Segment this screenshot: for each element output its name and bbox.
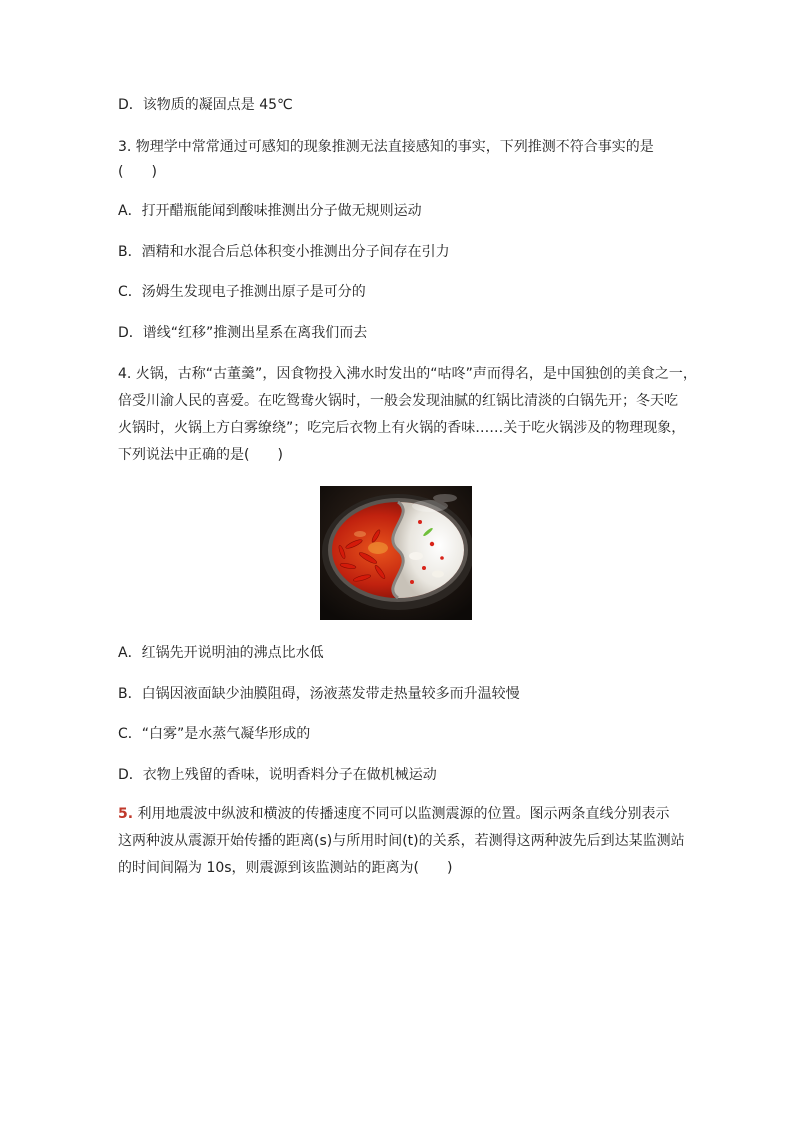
q4-stem-line-2: 倍受川渝人民的喜爱。在吃鸳鸯火锅时，一般会发现油腻的红锅比清淡的白锅先开；冬天吃 [118,393,678,409]
q3-option-c: C．汤姆生发现电子推测出原子是可分的 [118,284,366,300]
q3-stem-line-2: ( ) [118,164,157,180]
q3-option-a: A．打开醋瓶能闻到酸味推测出分子做无规则运动 [118,203,422,219]
q4-option-b: B．白锅因液面缺少油膜阻碍，汤液蒸发带走热量较多而升温较慢 [118,686,520,702]
q4-option-d: D．衣物上残留的香味，说明香料分子在做机械运动 [118,767,437,783]
q5-stem-line-1 [118,801,678,828]
q4-option-a: A．红锅先开说明油的沸点比水低 [118,645,324,661]
q5-number: 5. [118,806,134,822]
q3-stem-line-1: 3. 物理学中常常通过可感知的现象推测无法直接感知的事实，下列推测不符合事实的是 [118,139,654,155]
q3-option-b: B．酒精和水混合后总体积变小推测出分子间存在引力 [118,244,450,260]
q5-stem-line-3: 的时间间隔为 10s，则震源到该监测站的距离为( ) [118,860,453,876]
yuanyang-hotpot-illustration [320,486,472,620]
q4-stem-line-4: 下列说法中正确的是( ) [118,447,283,463]
q4-stem [118,361,697,469]
q4-stem-line-3: 火锅时，火锅上方白雾缭绕”；吃完后衣物上有火锅的香味……关于吃火锅涉及的物理现象， [118,420,686,436]
q5-stem-line-2: 这两种波从震源开始传播的距离(s)与所用时间(t)的关系，若测得这两种波先后到达某监测站 [118,833,685,849]
hotpot-photo [320,486,472,620]
q3-option-d: D．谱线“红移”推测出星系在离我们而去 [118,325,368,341]
q5-stem [118,801,685,882]
q4-option-c: C．“白雾”是水蒸气凝华形成的 [118,726,311,742]
q5-stem-line-1-text: 利用地震波中纵波和横波的传播速度不同可以监测震源的位置。图示两条直线分别表示 [137,806,670,822]
q4-stem-line-1: 4. 火锅，古称“古董羹”，因食物投入沸水时发出的“咕咚”声而得名，是中国独创的美食之一， [118,366,697,382]
q2-option-d: D．该物质的凝固点是 45℃ [118,97,293,113]
